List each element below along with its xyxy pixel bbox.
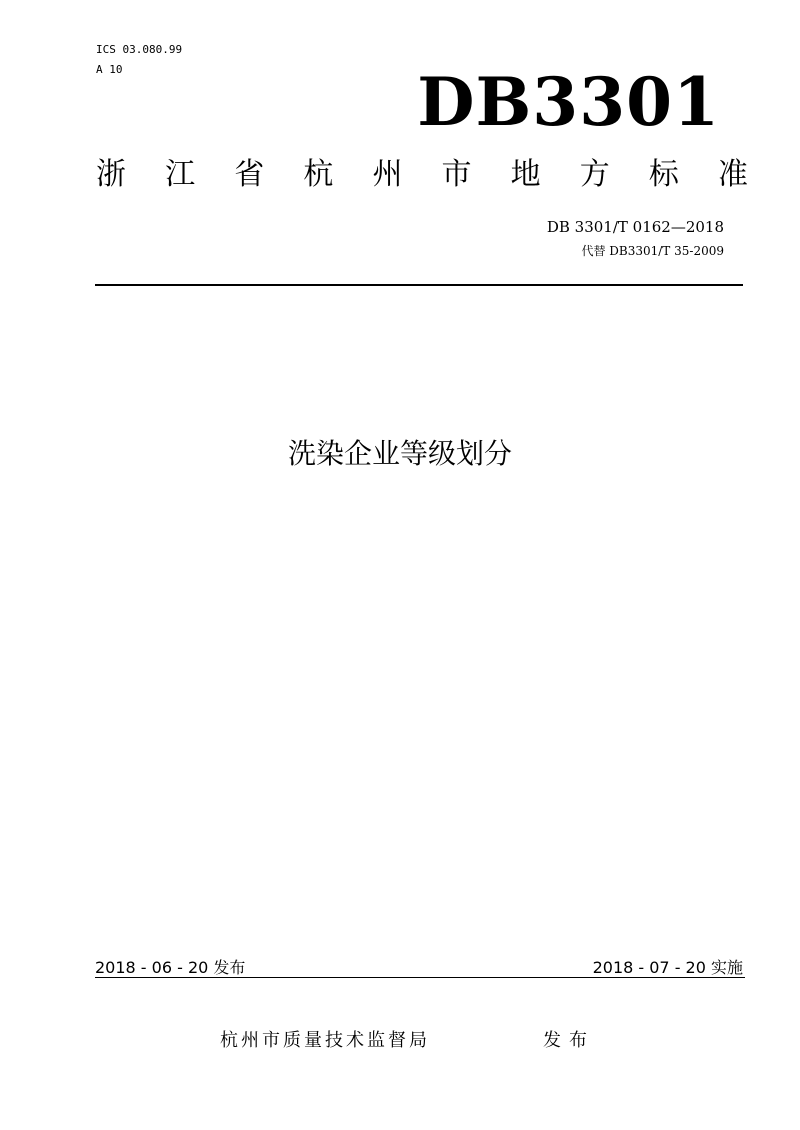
header-divider [95, 284, 743, 286]
standard-type-char: 浙 [96, 157, 126, 192]
standard-type-char: 杭 [303, 157, 334, 192]
standard-logo: DB3301 [417, 63, 720, 141]
standard-type-char: 州 [372, 157, 403, 192]
footer-divider [95, 977, 745, 978]
replaces-note: 代替 DB3301/T 35-2009 [581, 244, 724, 258]
ccs-code: A 10 [96, 63, 123, 76]
issue-date: 2018 - 06 - 20 发布 [95, 958, 246, 977]
standard-type-heading [96, 154, 748, 196]
document-title: 洗染企业等级划分 [287, 437, 512, 470]
standard-type-char: 方 [579, 157, 610, 192]
standard-type-char: 准 [717, 157, 748, 192]
standard-type-char: 江 [165, 157, 196, 192]
standard-number: DB 3301/T 0162—2018 [546, 218, 724, 236]
classification-codes [96, 40, 182, 80]
standard-type-char: 省 [234, 157, 265, 192]
ics-code: ICS 03.080.99 [96, 43, 183, 56]
standard-type-char: 标 [648, 157, 679, 192]
standard-type-char: 市 [441, 157, 472, 192]
standard-type-char: 地 [510, 157, 541, 192]
publish-label: 发布 [543, 1030, 595, 1051]
implementation-date: 2018 - 07 - 20 实施 [592, 958, 743, 977]
publisher-name: 杭州市质量技术监督局 [220, 1030, 430, 1051]
